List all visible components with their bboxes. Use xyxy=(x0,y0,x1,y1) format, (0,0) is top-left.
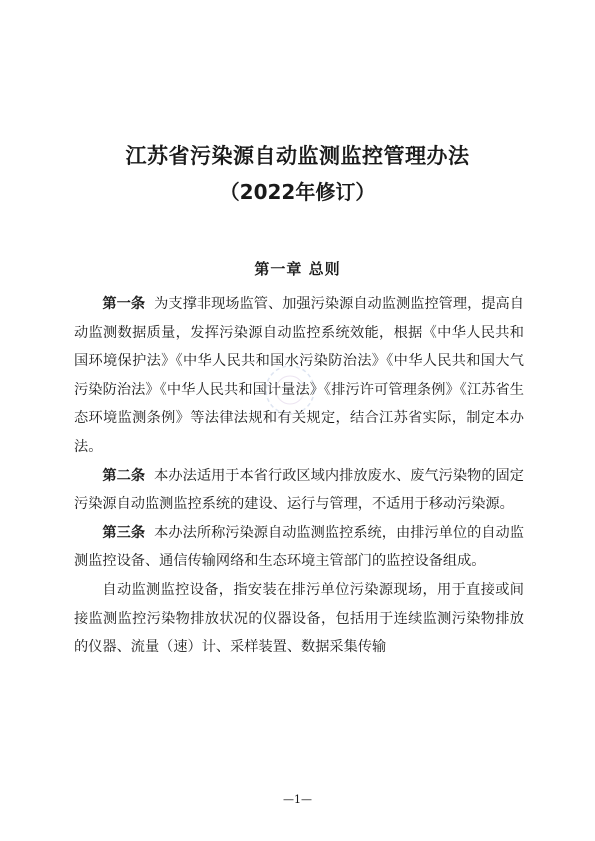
article-3-continuation-text: 自动监测监控设备，指安装在排污单位污染源现场，用于直接或间接监测监控污染物排放状况的仪器设备，包括用于连续监测污染物排放的仪器、流量（速）计、采样装置、数据采集传输 xyxy=(74,581,524,656)
article-2 xyxy=(74,462,524,519)
article-1-text: 为支撑非现场监管、加强污染源自动监测监控管理，提高自动监测数据质量，发挥污染源自动监控系统效能，根据《中华人民共和国环境保护法》《中华人民共和国水污染防治法》《中华人民共和国大气污染防治法》《中华人民共和国计量法》《排污许可管理条例》《江苏省生态环境监测条例》等法律法规和有关规定，结合江苏省实际，制定本办法。 xyxy=(74,296,524,455)
page-number: —1— xyxy=(283,793,312,806)
document-subtitle: （2022年修订） xyxy=(219,180,376,204)
document-title: 江苏省污染源自动监测监控管理办法 xyxy=(125,143,470,168)
article-1-label: 第一条 xyxy=(102,296,146,312)
article-3-text: 本办法所称污染源自动监测监控系统，由排污单位的自动监测监控设备、通信传输网络和生态环境主管部门的监控设备组成。 xyxy=(74,524,524,570)
article-2-text: 本办法适用于本省行政区域内排放废水、废气污染物的固定污染源自动监测监控系统的建设、运行与管理，不适用于移动污染源。 xyxy=(74,467,524,513)
article-2-label: 第二条 xyxy=(102,467,146,484)
article-3 xyxy=(74,519,524,576)
article-1 xyxy=(74,290,524,462)
article-3-continuation xyxy=(74,576,524,662)
article-3-label: 第三条 xyxy=(102,524,146,541)
document-body xyxy=(74,290,524,662)
chapter-heading: 第一章 总则 xyxy=(254,260,341,278)
